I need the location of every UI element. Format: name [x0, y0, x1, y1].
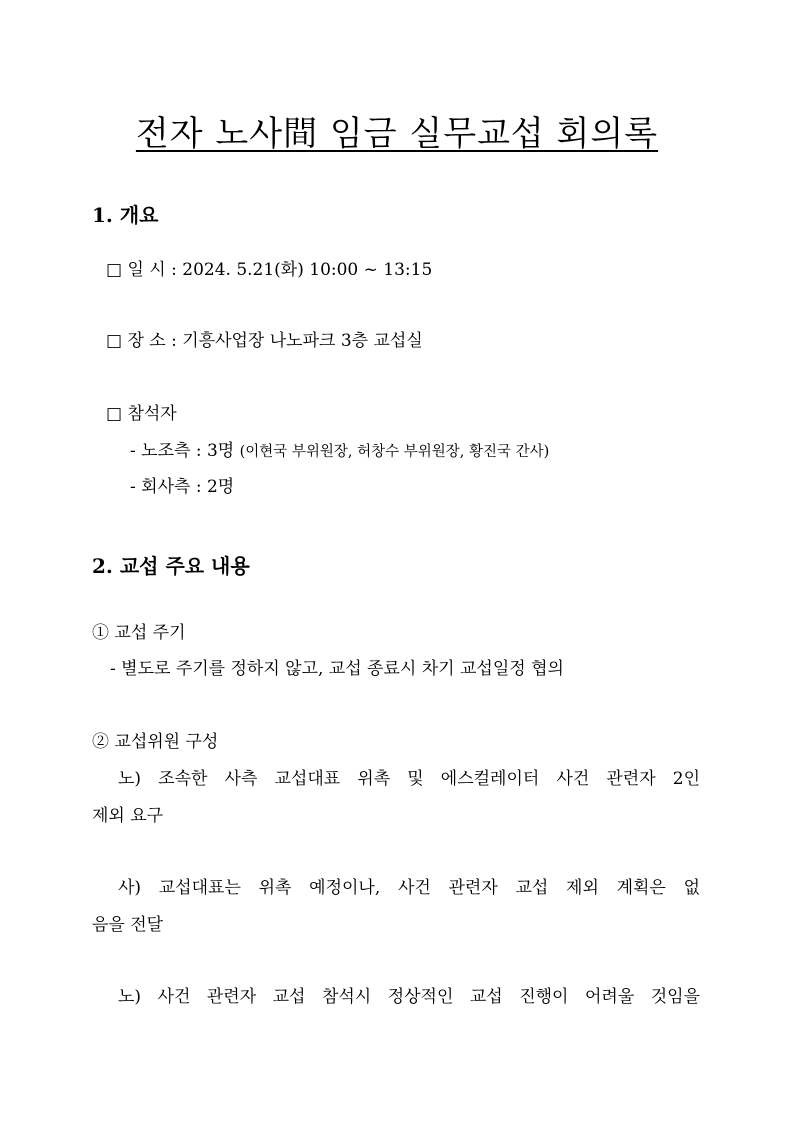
union-demand-line2: 제외 요구 — [92, 806, 164, 826]
document-title: 전자 노사間 임금 실무교섭 회의록 — [135, 114, 659, 154]
place-line: □ 장 소 : 기흥사업장 나노파크 3층 교섭실 — [106, 331, 423, 351]
datetime-line: □ 일 시 : 2024. 5.21(화) 10:00 ~ 13:15 — [106, 260, 433, 280]
item1-title: ① 교섭 주기 — [92, 623, 186, 643]
item2-title: ② 교섭위원 구성 — [92, 732, 219, 752]
union-demand-line1: 노) 조속한 사측 교섭대표 위촉 및 에스컬레이터 사건 관련자 2인 — [118, 769, 700, 789]
section1-heading: 1. 개요 — [92, 203, 159, 227]
attendees-label: □ 참석자 — [106, 404, 177, 424]
company-reply-line2: 음을 전달 — [92, 915, 164, 935]
union-response-line1: 노) 사건 관련자 교섭 참석시 정상적인 교섭 진행이 어려울 것임을 — [118, 987, 700, 1007]
item1-line: - 별도로 주기를 정하지 않고, 교섭 종료시 차기 교섭일정 협의 — [110, 659, 564, 679]
union-names: (이현국 부위원장, 허창수 부위원장, 황진국 간사) — [239, 444, 550, 460]
company-reply-line1: 사) 교섭대표는 위촉 예정이나, 사건 관련자 교섭 제외 계획은 없 — [118, 878, 700, 898]
union-count: - 노조측 : 3명 — [130, 441, 235, 461]
company-attendees-line: - 회사측 : 2명 — [130, 477, 235, 497]
union-attendees-line — [130, 438, 549, 465]
section2-heading: 2. 교섭 주요 내용 — [92, 554, 250, 578]
